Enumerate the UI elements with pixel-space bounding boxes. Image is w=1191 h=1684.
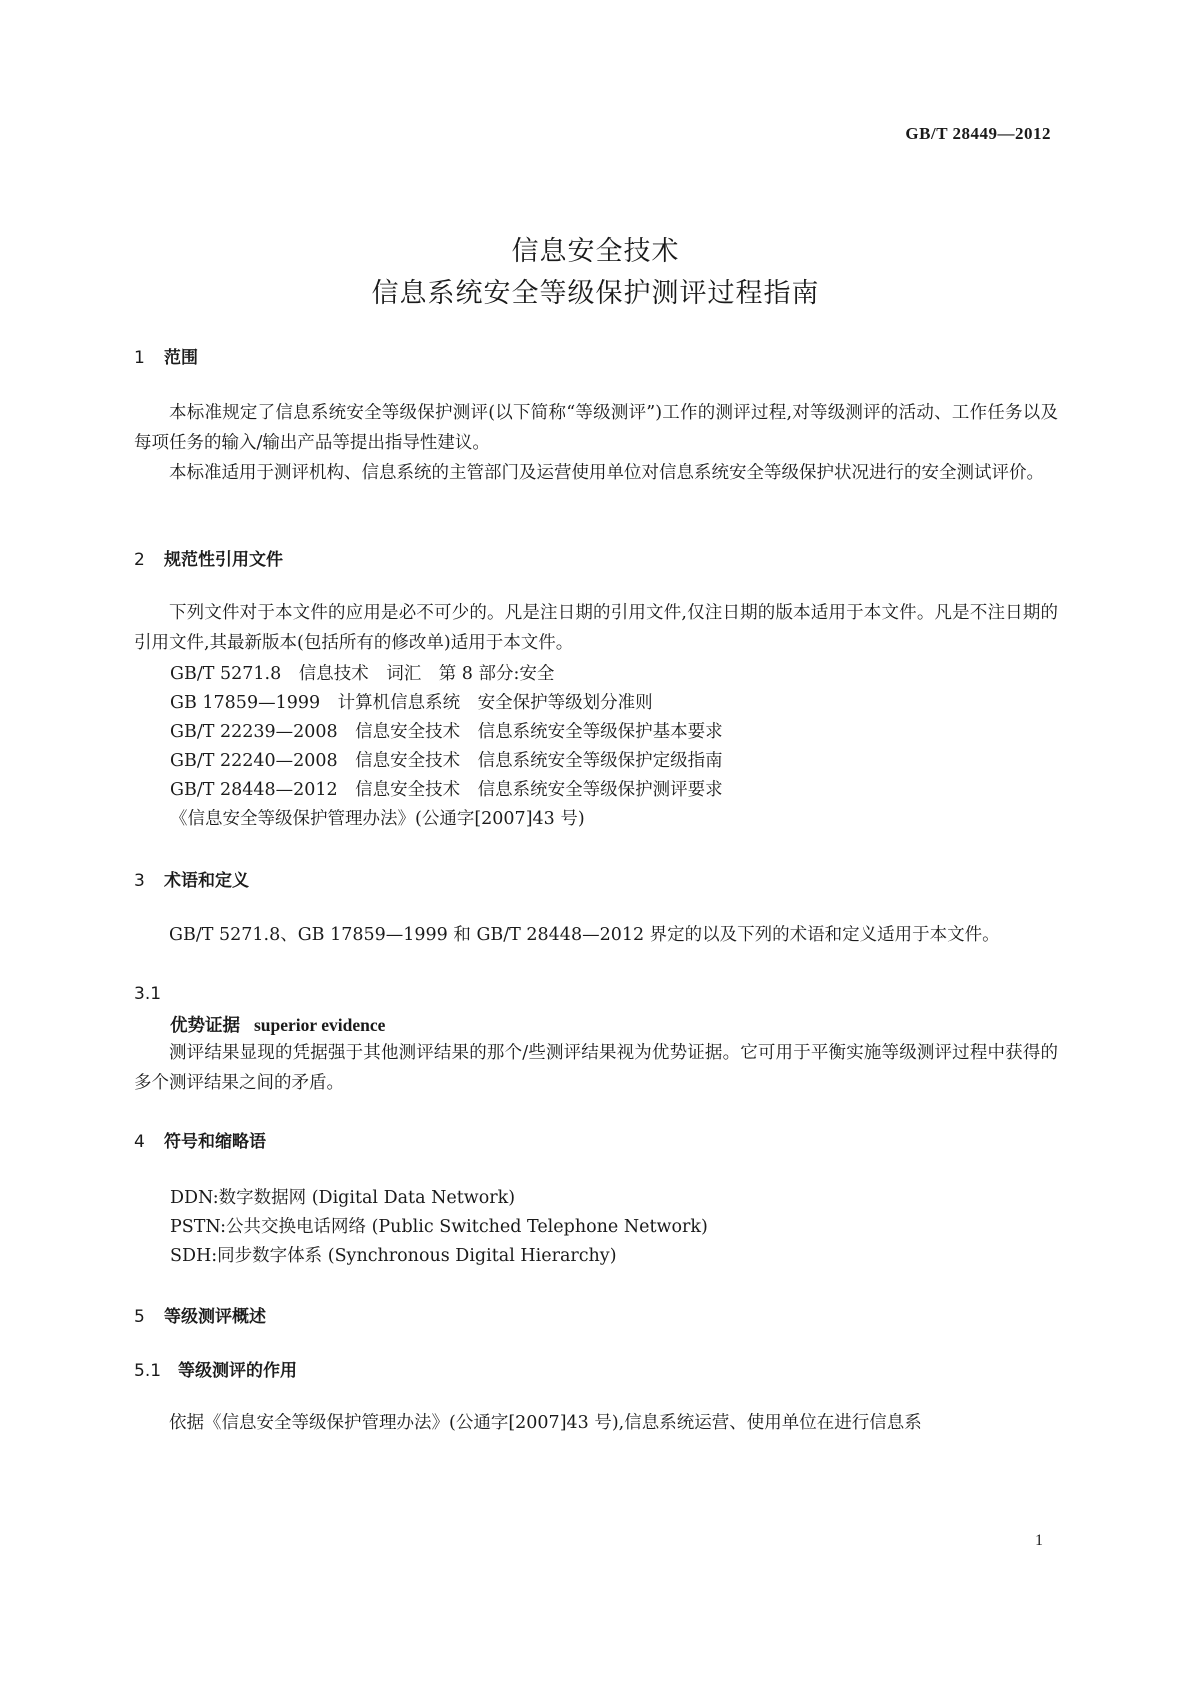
- section-number: 1: [134, 348, 145, 368]
- section-title: 术语和定义: [164, 871, 249, 891]
- term-english: superior evidence: [254, 1015, 386, 1035]
- section-3-heading: [134, 866, 249, 891]
- document-title-line1: 信息安全技术: [511, 236, 680, 267]
- section-title: 等级测评概述: [164, 1307, 266, 1327]
- page-number: 1: [1035, 1532, 1043, 1549]
- reference-item: 《信息安全等级保护管理办法》(公通字[2007]43 号): [170, 809, 585, 829]
- section-4-heading: [134, 1127, 266, 1152]
- subsection-title: 等级测评的作用: [178, 1361, 297, 1381]
- section-number: 5: [134, 1307, 145, 1327]
- subsection-number: 5.1: [134, 1361, 162, 1381]
- section-title: 规范性引用文件: [164, 550, 283, 570]
- section-5-paragraph-1: 依据《信息安全等级保护管理办法》(公通字[2007]43 号),信息系统运营、使用单位在进行信息系: [169, 1413, 922, 1433]
- section-1-heading: [134, 343, 198, 368]
- term-chinese: 优势证据: [170, 1016, 240, 1036]
- term-title: [170, 1012, 385, 1037]
- section-5-heading: [134, 1302, 266, 1327]
- section-number: 3: [134, 871, 145, 891]
- standard-code: GB/T 28449—2012: [905, 124, 1051, 143]
- reference-item: GB 17859—1999 计算机信息系统 安全保护等级划分准则: [170, 693, 653, 713]
- subsection-5-1-heading: [134, 1356, 297, 1381]
- section-number: 2: [134, 550, 145, 570]
- section-title: 范围: [164, 348, 198, 368]
- document-title-line2: 信息系统安全等级保护测评过程指南: [371, 278, 820, 309]
- reference-item: GB/T 22240—2008 信息安全技术 信息系统安全等级保护定级指南: [170, 751, 723, 771]
- abbreviation-item: DDN:数字数据网 (Digital Data Network): [170, 1188, 516, 1208]
- section-1-paragraph-1: 本标准规定了信息系统安全等级保护测评(以下简称“等级测评”)工作的测评过程,对等级测评的活动、工作任务以及每项任务的输入/输出产品等提出指导性建议。: [134, 403, 1058, 453]
- section-title: 符号和缩略语: [164, 1132, 266, 1152]
- section-number: 4: [134, 1132, 145, 1152]
- section-1-paragraph-2: 本标准适用于测评机构、信息系统的主管部门及运营使用单位对信息系统安全等级保护状况进行的安全测试评价。: [169, 463, 1044, 483]
- term-number: 3.1: [134, 984, 162, 1004]
- reference-item: GB/T 22239—2008 信息安全技术 信息系统安全等级保护基本要求: [170, 722, 723, 742]
- section-2-paragraph-1: 下列文件对于本文件的应用是必不可少的。凡是注日期的引用文件,仅注日期的版本适用于本文件。凡是不注日期的引用文件,其最新版本(包括所有的修改单)适用于本文件。: [134, 603, 1058, 653]
- reference-item: GB/T 5271.8 信息技术 词汇 第 8 部分:安全: [170, 664, 555, 684]
- section-2-heading: [134, 545, 283, 570]
- abbreviation-item: SDH:同步数字体系 (Synchronous Digital Hierarchy): [170, 1246, 617, 1266]
- section-3-paragraph-1: GB/T 5271.8、GB 17859—1999 和 GB/T 28448—2012 界定的以及下列的术语和定义适用于本文件。: [169, 925, 1000, 945]
- term-definition: 测评结果显现的凭据强于其他测评结果的那个/些测评结果视为优势证据。它可用于平衡实施等级测评过程中获得的多个测评结果之间的矛盾。: [134, 1043, 1058, 1093]
- abbreviation-item: PSTN:公共交换电话网络 (Public Switched Telephone Network): [170, 1217, 708, 1237]
- reference-item: GB/T 28448—2012 信息安全技术 信息系统安全等级保护测评要求: [170, 780, 723, 800]
